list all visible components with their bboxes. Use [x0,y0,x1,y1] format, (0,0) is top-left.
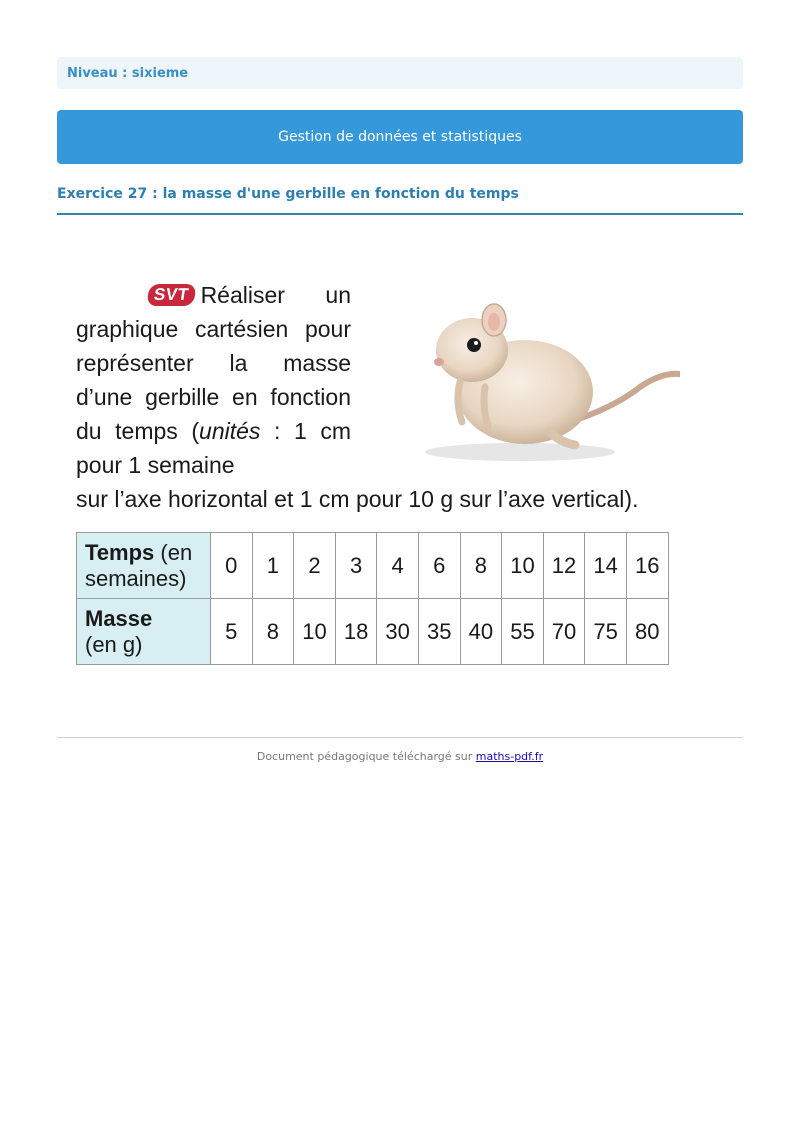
exercise-figure [70,262,690,682]
masse-cell: 18 [335,599,377,665]
masse-cell: 55 [502,599,544,665]
table-row-temps [77,533,669,599]
svt-badge: SVT [146,284,196,306]
masse-cell: 70 [543,599,585,665]
level-label: Niveau : sixieme [67,65,189,81]
exercise-prompt [76,278,351,482]
exercise-title: Exercice 27 : la masse d'une gerbille en fonction du temps [57,186,743,215]
temps-cell: 3 [335,533,377,599]
temps-cell: 0 [211,533,253,599]
temps-cell: 6 [418,533,460,599]
prompt-head: Réaliser un graphique cartésien pour représenter la masse d’une gerbille en fonction du temps ( [76,282,351,444]
subject-label: Gestion de données et statistiques [278,129,522,145]
footer-link[interactable]: maths-pdf.fr [475,750,544,763]
masse-cell: 40 [460,599,502,665]
temps-cell: 1 [252,533,294,599]
masse-cell: 8 [252,599,294,665]
prompt-tail: : 1 cm pour 1 semaine [76,418,352,478]
masse-cell: 80 [626,599,668,665]
level-indicator [57,57,743,89]
row-label-masse-bold: Masse [85,605,153,631]
subject-banner [57,110,743,164]
masse-cell: 10 [294,599,336,665]
temps-cell: 4 [377,533,419,599]
temps-cell: 16 [626,533,668,599]
masse-cell: 75 [585,599,627,665]
gerbil-image [400,282,680,467]
footer [57,737,743,763]
table-row-masse [77,599,669,665]
row-label-temps-bold: Temps [85,539,155,565]
temps-cell: 14 [585,533,627,599]
row-label-masse-rest: (en g) [85,631,143,657]
temps-cell: 12 [543,533,585,599]
masse-cell: 30 [377,599,419,665]
masse-cell: 35 [418,599,460,665]
temps-cell: 10 [502,533,544,599]
row-label-temps-rest: (en semaines) [85,539,193,591]
row-label-masse [77,599,211,665]
temps-cell: 2 [294,533,336,599]
footer-text: Document pédagogique téléchargé sur [256,750,476,763]
data-table [76,532,669,665]
temps-cell: 8 [460,533,502,599]
prompt-last-line: sur l’axe horizontal et 1 cm pour 10 g sur l’axe vertical). [76,486,639,512]
row-label-temps [77,533,211,599]
masse-cell: 5 [211,599,253,665]
prompt-italic: unités [199,418,261,444]
